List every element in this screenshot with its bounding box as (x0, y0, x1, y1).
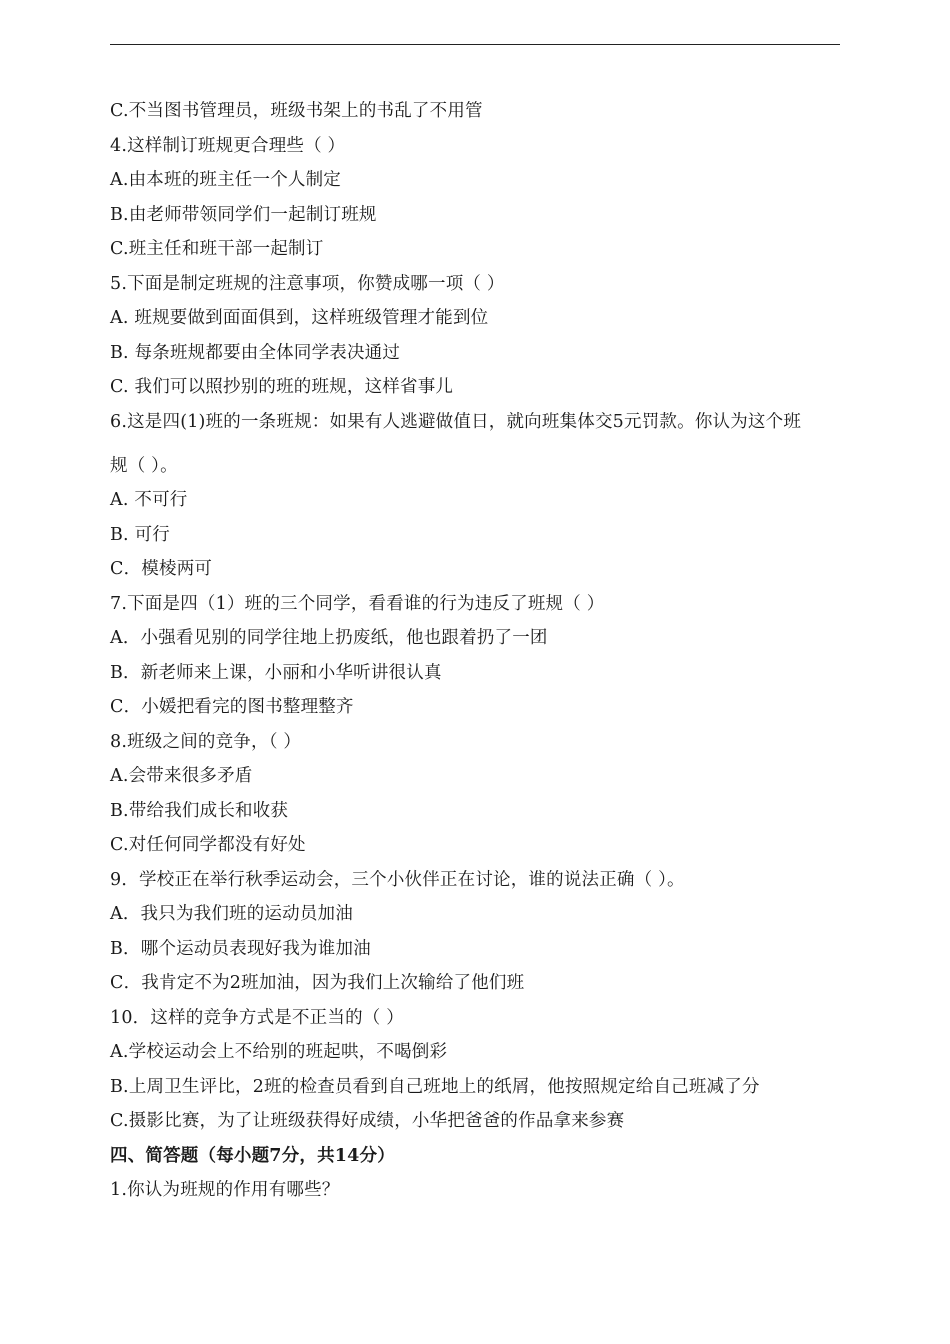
option-line: B. 可行 (110, 524, 170, 545)
question-10: 10．这样的竞争方式是不正当的（ ） (110, 1007, 404, 1028)
question-4: 4.这样制订班规更合理些（ ） (110, 135, 346, 156)
option-line: A.学校运动会上不给别的班起哄，不喝倒彩 (110, 1042, 448, 1062)
option-line: B. 每条班规都要由全体同学表决通过 (110, 342, 401, 363)
question-text (110, 96, 850, 1210)
option-line: C．模棱两可 (110, 559, 213, 579)
question-5: 5.下面是制定班规的注意事项，你赞成哪一项（ ） (110, 273, 505, 294)
section-heading: 四、简答题（每小题7分，共14分） (110, 1145, 395, 1166)
option-line: A.由本班的班主任一个人制定 (110, 170, 341, 190)
header-rule (110, 44, 840, 45)
option-line: B．哪个运动员表现好我为谁加油 (110, 938, 371, 959)
option-line: A.会带来很多矛盾 (110, 766, 253, 786)
question-7: 7.下面是四（1）班的三个同学，看看谁的行为违反了班规（ ） (110, 593, 605, 614)
option-line: B.上周卫生评比，2班的检查员看到自己班地上的纸屑，他按照规定给自己班减了分 (110, 1076, 760, 1097)
option-line: C. 我们可以照抄别的班的班规，这样省事儿 (110, 377, 454, 397)
option-line: A. 班规要做到面面俱到，这样班级管理才能到位 (110, 308, 489, 328)
option-line: B．新老师来上课，小丽和小华听讲很认真 (110, 662, 442, 683)
question-6: 6.这是四(1)班的一条班规：如果有人逃避做值日，就向班集体交5元罚款。你认为这个班 (110, 411, 802, 432)
option-line: A. 不可行 (110, 490, 188, 510)
question-8: 8.班级之间的竞争，（ ） (110, 731, 302, 752)
option-line: C.对任何同学都没有好处 (110, 835, 306, 855)
option-line: C.班主任和班干部一起制订 (110, 239, 324, 259)
short-answer-question-1: 1.你认为班规的作用有哪些？ (110, 1180, 340, 1200)
question-9: 9．学校正在举行秋季运动会，三个小伙伴正在讨论，谁的说法正确（ ）。 (110, 869, 685, 890)
option-line: C．我肯定不为2班加油，因为我们上次输给了他们班 (110, 973, 525, 993)
option-line: B.带给我们成长和收获 (110, 800, 289, 821)
text-line: C.不当图书管理员，班级书架上的书乱了不用管 (110, 101, 483, 121)
option-line: B.由老师带领同学们一起制订班规 (110, 204, 377, 225)
option-line: C.摄影比赛，为了让班级获得好成绩，小华把爸爸的作品拿来参赛 (110, 1111, 625, 1131)
option-line: C．小媛把看完的图书整理整齐 (110, 697, 354, 717)
option-line: A．我只为我们班的运动员加油 (110, 904, 353, 924)
option-line: A．小强看见别的同学往地上扔废纸，他也跟着扔了一团 (110, 628, 548, 648)
question-6-continued: 规（ ）。 (110, 455, 178, 476)
